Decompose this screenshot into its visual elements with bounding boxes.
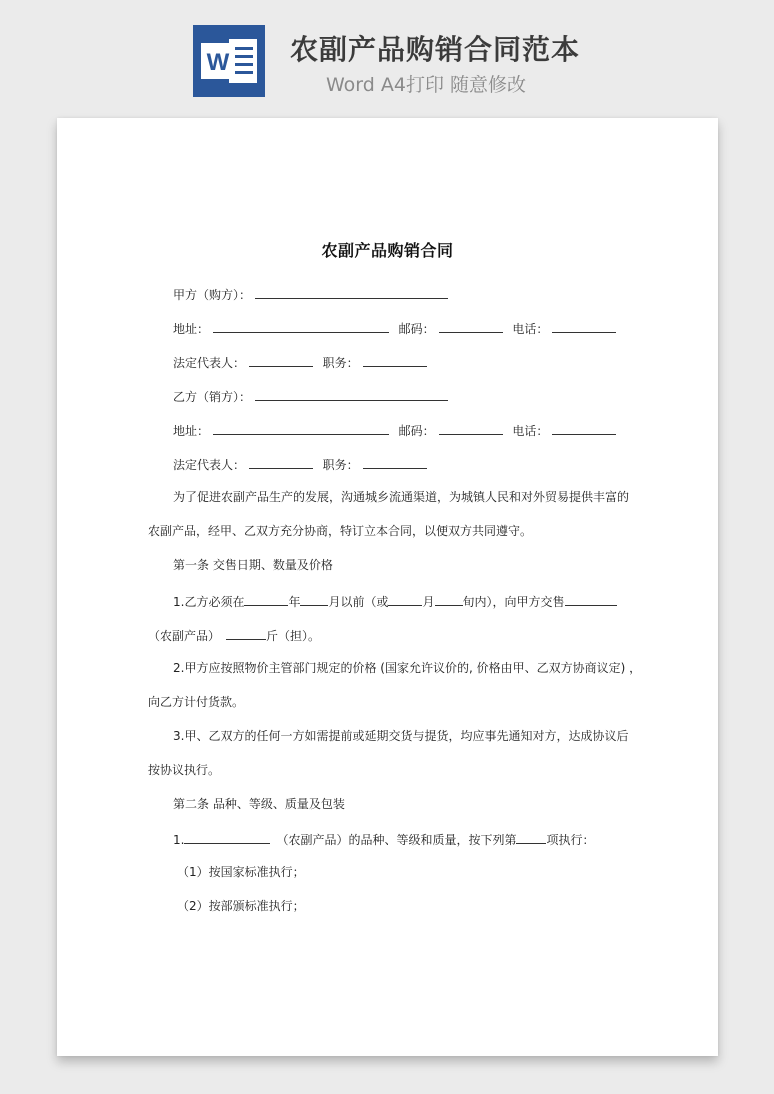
address-blank: [213, 421, 389, 435]
header-title: 农副产品购销合同范本: [290, 33, 581, 66]
legal-rep-blank: [249, 455, 313, 469]
postcode-blank: [439, 421, 503, 435]
article-1-item-3: 3.甲、乙双方的任何一方如需提前或延期交货与提货，均应事先通知对方，达成协议后: [173, 729, 629, 743]
phone-label: 电话：: [512, 322, 549, 336]
intro-line-1: 为了促进农副产品生产的发展，沟通城乡流通渠道，为城镇人民和对外贸易提供丰富的: [173, 490, 630, 504]
legal-rep-blank: [249, 353, 313, 367]
party-b-address-line: [173, 421, 616, 439]
party-a-address-line: [173, 319, 616, 337]
article-2-option-2: （2）按部颁标准执行；: [177, 899, 305, 913]
article-2-option-1: （1）按国家标准执行；: [177, 865, 305, 879]
phone-blank: [552, 319, 616, 333]
text-fragment: 项执行：: [546, 833, 595, 847]
text-fragment: 月: [422, 595, 435, 609]
position-blank: [363, 455, 427, 469]
product-name-blank: [184, 830, 270, 844]
text-fragment: 旬内），向甲方交售: [462, 595, 565, 609]
document-title: 农副产品购销合同: [321, 241, 454, 260]
article-1-item-1: [173, 592, 617, 610]
text-fragment: （农副产品）的品种、等级和质量，按下列第: [276, 833, 517, 847]
document-page: [57, 118, 718, 1056]
text-fragment: 斤（担）。: [266, 629, 321, 643]
phone-label: 电话：: [512, 424, 549, 438]
intro-line-2: 农副产品，经甲、乙双方充分协商，特订立本合同，以便双方共同遵守。: [148, 524, 533, 538]
text-fragment: （农副产品）: [148, 629, 221, 643]
postcode-blank: [439, 319, 503, 333]
text-fragment: 月以前（或: [328, 595, 389, 609]
header-subtitle: Word A4打印 随意修改: [326, 74, 527, 96]
party-a-legal-rep-line: [173, 353, 427, 371]
article-2-item-1: [173, 830, 594, 848]
address-label: 地址：: [173, 322, 210, 336]
legal-rep-label: 法定代表人：: [173, 458, 246, 472]
address-label: 地址：: [173, 424, 210, 438]
legal-rep-label: 法定代表人：: [173, 356, 246, 370]
party-a-blank: [255, 285, 448, 299]
party-a-line: [173, 285, 448, 303]
article-1-item-1-cont: [148, 626, 320, 644]
address-blank: [213, 319, 389, 333]
text-fragment: 1.: [173, 833, 185, 847]
product-blank: [565, 592, 617, 606]
text-fragment: 1.乙方必须在: [173, 595, 245, 609]
position-label: 职务：: [322, 356, 359, 370]
text-fragment: 年: [288, 595, 301, 609]
party-b-line: [173, 387, 448, 405]
article-1-item-2-cont: 向乙方计付货款。: [148, 695, 245, 709]
party-b-legal-rep-line: [173, 455, 427, 473]
month-alt-blank: [388, 592, 422, 606]
party-b-label: 乙方（销方）：: [173, 390, 252, 404]
quantity-blank: [226, 626, 266, 640]
word-icon-letter: W: [206, 49, 230, 76]
article-1-heading: 第一条 交售日期、数量及价格: [173, 558, 333, 572]
article-1-item-3-cont: 按协议执行。: [148, 763, 221, 777]
phone-blank: [552, 421, 616, 435]
option-number-blank: [516, 830, 546, 844]
party-a-label: 甲方（购方）：: [173, 288, 252, 302]
word-document-icon: [193, 25, 265, 97]
article-1-item-2: 2.甲方应按照物价主管部门规定的价格 (国家允许议价的, 价格由甲、乙双方协商议定) ，: [173, 661, 642, 675]
period-blank: [435, 592, 463, 606]
party-b-blank: [255, 387, 448, 401]
page-header: [0, 0, 774, 118]
year-blank: [244, 592, 288, 606]
article-2-heading: 第二条 品种、等级、质量及包装: [173, 797, 345, 811]
month-blank: [300, 592, 328, 606]
watermark: [90, 458, 110, 482]
postcode-label: 邮码：: [398, 424, 435, 438]
position-label: 职务：: [322, 458, 359, 472]
position-blank: [363, 353, 427, 367]
postcode-label: 邮码：: [398, 322, 435, 336]
